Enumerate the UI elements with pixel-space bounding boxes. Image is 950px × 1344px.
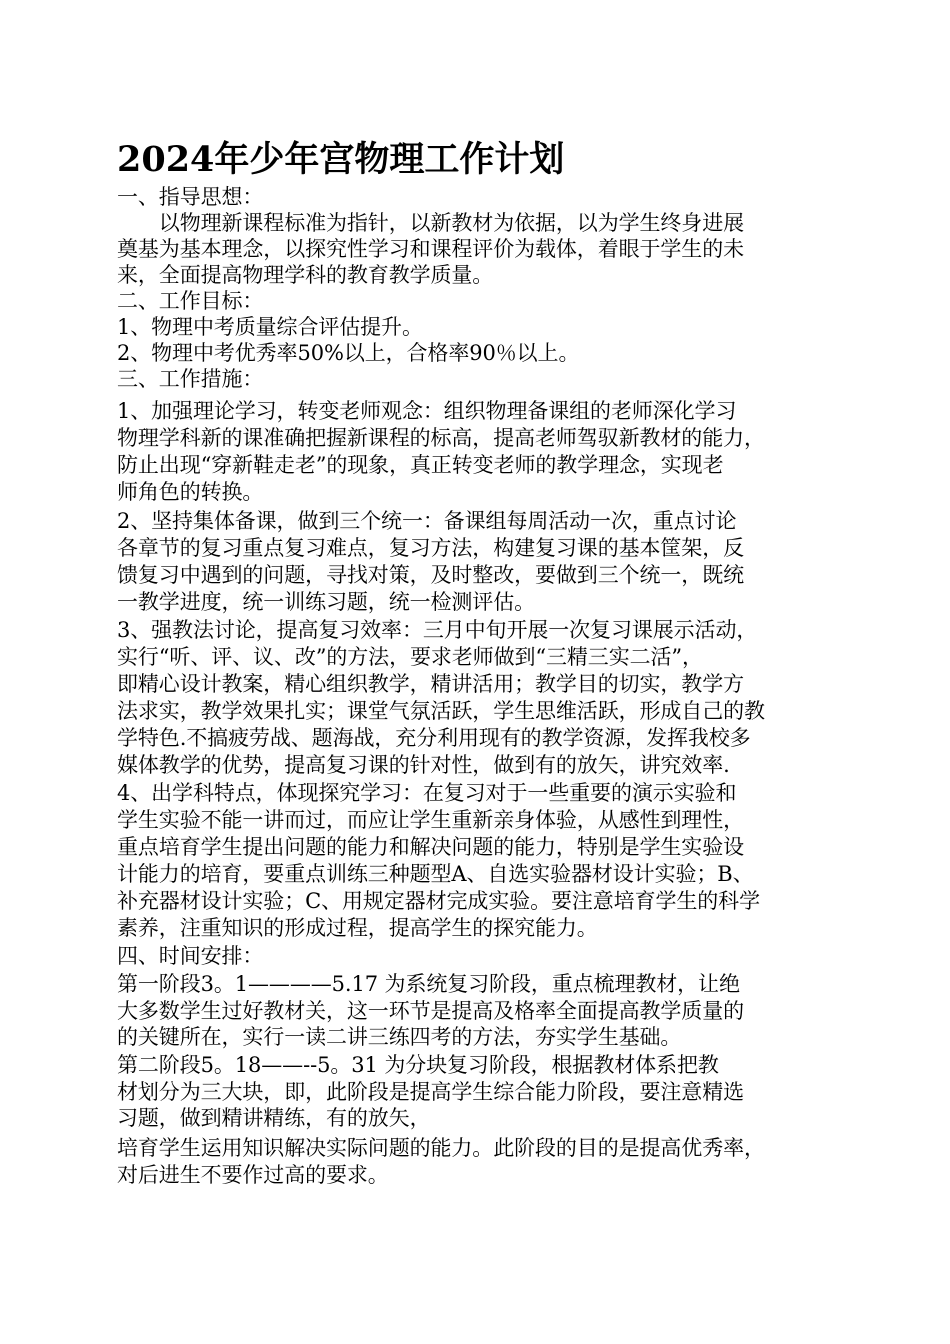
body-line: 2、物理中考优秀率50%以上，合格率90％以上。 — [117, 341, 580, 365]
body-line: 奠基为基本理念，以探究性学习和课程评价为载体，着眼于学生的未 — [117, 237, 744, 261]
body-line: 培育学生运用知识解决实际问题的能力。此阶段的目的是提高优秀率， — [117, 1136, 765, 1160]
body-line: 第一阶段3。1————5.17 为系统复习阶段，重点梳理教材，让绝 — [117, 972, 740, 996]
body-line: 第二阶段5。18——--5。31 为分块复习阶段，根据教材体系把教 — [117, 1053, 719, 1077]
body-line: 四、时间安排： — [117, 944, 264, 968]
body-line: 媒体教学的优势，提高复习课的针对性，做到有的放矢，讲究效率. — [117, 753, 730, 777]
body-line: 的关键所在，实行一读二讲三练四考的方法，夯实学生基础。 — [117, 1025, 682, 1049]
body-line: 1、加强理论学习，转变老师观念：组织物理备课组的老师深化学习 — [117, 399, 737, 423]
body-line: 馈复习中遇到的问题，寻找对策，及时整改，要做到三个统一，既统 — [117, 563, 744, 587]
body-line: 4、出学科特点，体现探究学习：在复习对于一些重要的演示实验和 — [117, 781, 737, 805]
body-line: 3、强教法讨论，提高复习效率：三月中旬开展一次复习课展示活动， — [117, 618, 758, 642]
body-line: 学生实验不能一讲而过，而应让学生重新亲身体验，从感性到理性， — [117, 808, 744, 832]
body-line: 一教学进度，统一训练习题，统一检测评估。 — [117, 590, 535, 614]
body-line: 1、物理中考质量综合评估提升。 — [117, 315, 423, 339]
body-line: 素养，注重知识的形成过程，提高学生的探究能力。 — [117, 916, 598, 940]
body-line: 物理学科新的课准确把握新课程的标高，提高老师驾驭新教材的能力， — [117, 426, 765, 450]
body-line: 学特色.不搞疲劳战、题海战，充分利用现有的教学资源，发挥我校多 — [117, 726, 751, 750]
body-line: 重点培育学生提出问题的能力和解决问题的能力，特别是学生实验设 — [117, 835, 744, 859]
body-line: 以物理新课程标准为指针，以新教材为依据，以为学生终身进展 — [117, 211, 744, 235]
body-line: 大多数学生过好教材关，这一环节是提高及格率全面提高教学质量的 — [117, 999, 744, 1023]
body-line: 材划分为三大块，即，此阶段是提高学生综合能力阶段，要注意精选 — [117, 1080, 744, 1104]
body-line: 一、指导思想： — [117, 185, 264, 209]
body-line: 即精心设计教案，精心组织教学，精讲活用；教学目的切实，教学方 — [117, 672, 744, 696]
body-line: 二、工作目标： — [117, 289, 264, 313]
body-line: 对后进生不要作过高的要求。 — [117, 1163, 389, 1187]
body-line: 三、工作措施： — [117, 367, 264, 391]
body-line: 实行“听、评、议、改”的方法，要求老师做到“三精三实二活”， — [117, 645, 703, 669]
body-line: 2、坚持集体备课，做到三个统一：备课组每周活动一次，重点讨论 — [117, 509, 737, 533]
body-line: 各章节的复习重点复习难点，复习方法，构建复习课的基本筐架，反 — [117, 536, 744, 560]
document-title: 2024年少年宫物理工作计划 — [117, 139, 565, 180]
body-line: 补充器材设计实验；C、用规定器材完成实验。要注意培育学生的科学 — [117, 889, 760, 913]
body-line: 法求实，教学效果扎实；课堂气氛活跃，学生思维活跃，形成自己的教 — [117, 699, 765, 723]
body-line: 习题，做到精讲精练，有的放矢， — [117, 1106, 431, 1130]
body-line: 师角色的转换。 — [117, 480, 264, 504]
body-line: 来，全面提高物理学科的教育教学质量。 — [117, 263, 494, 287]
body-line: 防止出现“穿新鞋走老”的现象，真正转变老师的教学理念，实现老 — [117, 453, 724, 477]
body-line: 计能力的培育，要重点训练三种题型A、自选实验器材设计实验；B、 — [117, 862, 754, 886]
